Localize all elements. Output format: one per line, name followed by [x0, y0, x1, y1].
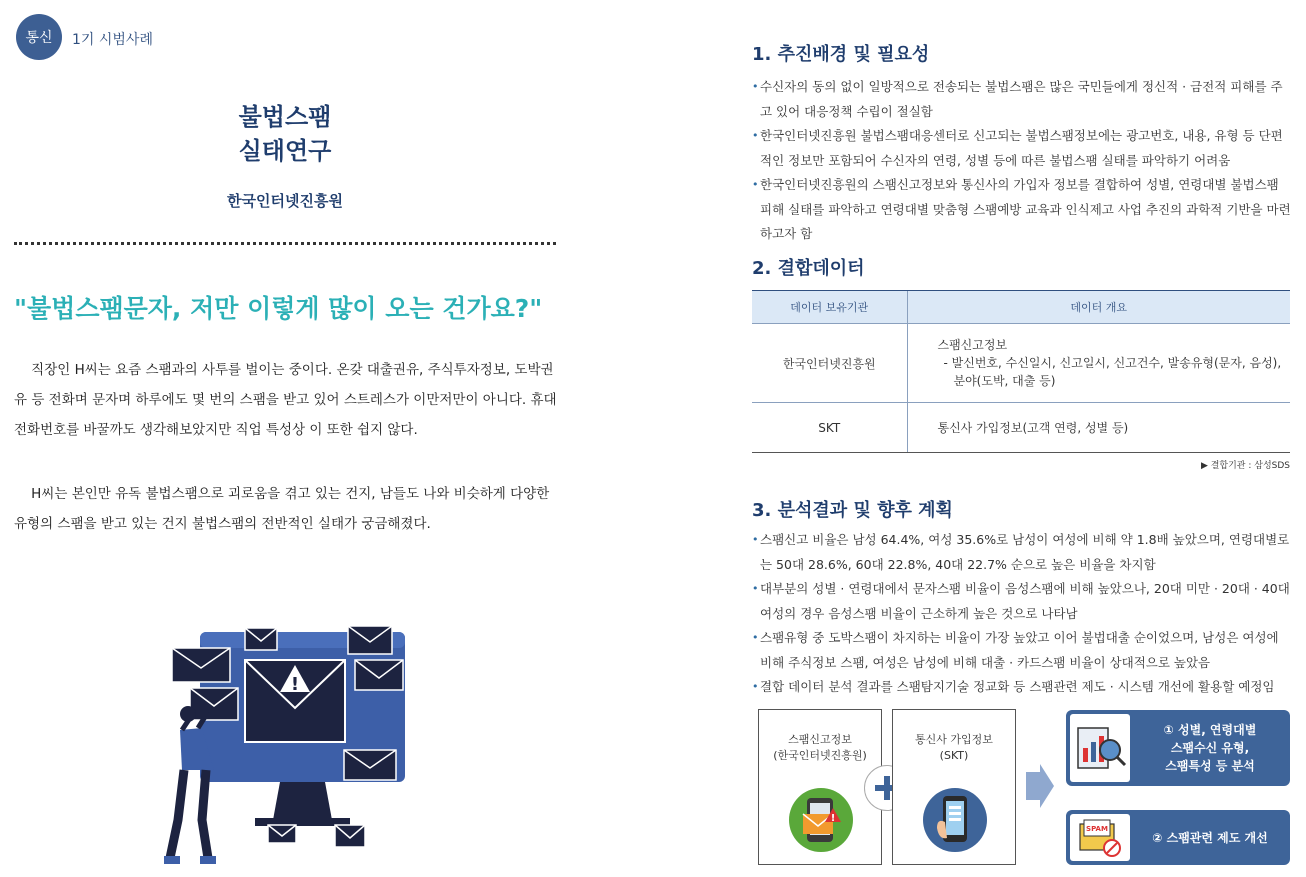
spam-stamp-text: SPAM [1086, 825, 1108, 833]
result-box-analysis [1066, 710, 1290, 786]
category-badge: 통신 [16, 14, 62, 60]
table-cell-org: 한국인터넷진흥원 [752, 324, 907, 403]
summary-line: 분야(도박, 대출 등) [953, 374, 1056, 388]
result-box-policy [1066, 810, 1290, 865]
story-text-2: H씨는 본인만 유독 불법스팸으로 괴로움을 겪고 있는 건지, 남들도 나와 비슷하게 다양한 유형의 스팸을 받고 있는 건지 불법스팸의 전반적인 실태가 궁금해졌다. [14, 486, 550, 532]
section-1-bullets [752, 75, 1292, 247]
story-paragraph-1 [14, 355, 559, 445]
organization-name: 한국인터넷진흥원 [227, 192, 343, 210]
table-row [752, 324, 1290, 403]
story-paragraph-2 [14, 479, 559, 539]
title-line-1: 불법스팸 [238, 103, 332, 131]
list-item: • 스팸신고 비율은 남성 64.4%, 여성 35.6%로 남성이 여성에 비해 약 1.8배 높았으며, 연령대별로는 50대 28.6%, 60대 22.8%, 40대 22.7% 순으로 높은 비율을 차지함 [752, 528, 1292, 577]
phone-mail-icon [789, 788, 853, 852]
source-box-line: (한국인터넷진흥원) [773, 749, 867, 762]
section-1-title: 1. 추진배경 및 필요성 [752, 44, 930, 65]
result-text-analysis: ① 성별, 연령대별 스팸수신 유형, 스팸특성 등 분석 [1163, 723, 1257, 773]
table-caption: ▶ 결합기관 : 삼성SDS [1200, 461, 1290, 471]
result-icon-wrap [1070, 714, 1130, 782]
result-text-policy: ② 스팸관련 제도 개선 [1152, 830, 1268, 845]
summary-line: - 발신번호, 수신일시, 신고일시, 신고건수, 발송유형(문자, 음성), [943, 356, 1282, 370]
phone-user-icon [923, 788, 987, 852]
section-3-bullets [752, 528, 1292, 700]
dotted-divider [14, 242, 556, 245]
table-row [752, 403, 1290, 453]
story-text-1: 직장인 H씨는 요즘 스팸과의 사투를 벌이는 중이다. 온갖 대출권유, 주식투자정보, 도박권유 등 전화며 문자며 하루에도 몇 번의 스팸을 받고 있어 스트레스가 이만저만이 아니다. 휴대 전화번호를 바꿀까도 생각해보았지만 직업 특성상 이 또한 쉽지 않다. [14, 362, 557, 438]
list-item: • 대부분의 성별 · 연령대에서 문자스팸 비율이 음성스팸에 비해 높았으나, 20대 미만 · 20대 · 40대 여성의 경우 음성스팸 비율이 근소하게 높은 것으로 나타남 [752, 577, 1292, 626]
list-item: • 결합 데이터 분석 결과를 스팸탐지기술 정교화 등 스팸관련 제도 · 시스템 개선에 활용할 예정임 [752, 675, 1292, 700]
headline-quote: "불법스팸문자, 저만 이렇게 많이 오는 건가요?" [14, 294, 543, 323]
combined-data-table [752, 290, 1290, 453]
table-cell-summary [907, 324, 1290, 403]
svg-text:!: ! [830, 813, 836, 824]
source-box-telecom [892, 709, 1016, 865]
table-header-summary: 데이터 개요 [907, 291, 1290, 324]
list-item: • 한국인터넷진흥원의 스팸신고정보와 통신사의 가입자 정보를 결합하여 성별, 연령대별 불법스팸 피해 실태를 파악하고 연령대별 맞춤형 스팸예방 교육과 인식제고 사업 추진의 과학적 기반을 마련하고자 함 [752, 173, 1292, 247]
spam-illustration [160, 620, 420, 870]
arrow-right-icon [1026, 764, 1054, 808]
result-icon-wrap [1070, 814, 1130, 861]
table-cell-summary: 통신사 가입정보(고객 연령, 성별 등) [907, 403, 1290, 453]
title-line-2: 실태연구 [238, 137, 332, 165]
source-box-line: 스팸신고정보 [788, 733, 852, 746]
list-item: • 한국인터넷진흥원 불법스팸대응센터로 신고되는 불법스팸정보에는 광고번호, 내용, 유형 등 단편적인 정보만 포함되어 수신자의 연령, 성별 등에 따른 불법스팸 실태를 파악하기 어려움 [752, 124, 1292, 173]
spam-mail-icon [1070, 814, 1130, 861]
table-header-org: 데이터 보유기관 [752, 291, 907, 324]
section-2-title: 2. 결합데이터 [752, 258, 865, 279]
source-box-line: (SKT) [939, 749, 969, 762]
summary-line: 스팸신고정보 [937, 338, 1008, 352]
list-item: • 수신자의 동의 없이 일방적으로 전송되는 불법스팸은 많은 국민들에게 정신적 · 금전적 피해를 주고 있어 대응정책 수립이 절실함 [752, 75, 1292, 124]
source-box-label [759, 732, 881, 764]
case-label: 1기 시범사례 [72, 32, 153, 48]
table-cell-org: SKT [752, 403, 907, 453]
section-3-title: 3. 분석결과 및 향후 계획 [752, 500, 953, 521]
svg-text:!: ! [290, 674, 300, 695]
source-box-line: 통신사 가입정보 [915, 733, 993, 746]
source-box-label [893, 732, 1015, 764]
chart-analysis-icon [1070, 714, 1130, 782]
list-item: • 스팸유형 중 도박스팸이 차지하는 비율이 가장 높았고 이어 불법대출 순이었으며, 남성은 여성에 비해 주식정보 스팸, 여성은 남성에 비해 대출 · 카드스팸 비율이 상대적으로 높았음 [752, 626, 1292, 675]
